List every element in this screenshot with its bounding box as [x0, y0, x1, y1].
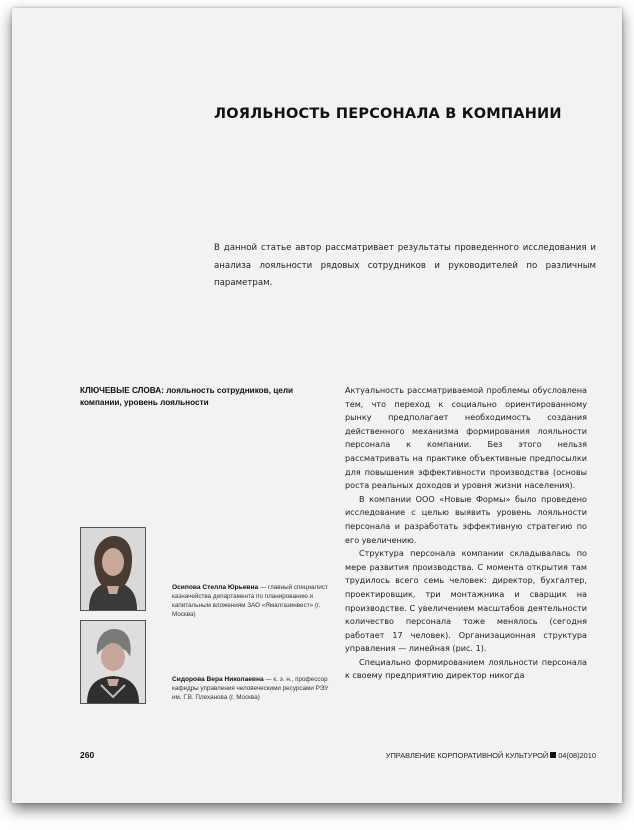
keywords-label: КЛЮЧЕВЫЕ СЛОВА: [80, 386, 164, 395]
body-paragraph: Специально формированием лояльности персонала к своему предприятию директор никогда [345, 656, 587, 681]
author-photo [80, 620, 146, 704]
journal-issue: 04(08)2010 [558, 751, 596, 760]
article-title: ЛОЯЛЬНОСТЬ ПЕРСОНАЛА В КОМПАНИИ [214, 106, 562, 122]
author-name: Осипова Стелла Юрьевна [172, 584, 259, 591]
body-paragraph: В компании ООО «Новые Формы» было проведено исследование с целью выявить уровень лояльности персонала и разработать эффективную стратегию по его увеличению. [345, 493, 587, 545]
square-bullet-icon [550, 752, 556, 758]
portrait-image [81, 528, 145, 610]
author-photo [80, 527, 146, 611]
author-info [172, 583, 332, 619]
keywords-list: лояльность сотрудников, цели компании, уровень лояльности [80, 386, 294, 407]
journal-name: УПРАВЛЕНИЕ КОРПОРАТИВНОЙ КУЛЬТУРОЙ [385, 751, 549, 760]
keywords-block [80, 385, 335, 408]
author-name: Сидорова Вера Николаевна [172, 676, 264, 683]
portrait-image [81, 621, 145, 703]
author-info [172, 675, 332, 702]
magazine-page [12, 8, 622, 803]
journal-footer [386, 751, 596, 760]
page-number: 260 [80, 750, 95, 760]
article-body [345, 384, 587, 683]
article-abstract: В данной статье автор рассматривает результаты проведенного исследования и анализа лояльности рядовых сотрудников и руководителей по различным параметрам. [214, 243, 596, 288]
body-paragraph: Актуальность рассматриваемой проблемы обусловлена тем, что переход к социально ориентированному рынку предполагает необходимость создания действенного механизма формирования лояльности персонала к компании. Без этого нельзя рассматривать на практике объективные предпосылки для повышения эффективности производства (основы роста реальных доходов и уровня жизни населения). [345, 385, 587, 491]
author-description: — к. э. н., профессор кафедры управления человеческими ресурсами РЭУ им. Г.В. Плеханова (г. Москва) [172, 676, 329, 701]
author-description: — главный специалист казначейства департамента по планированию и капитальным вложениям ЗАО «Ямалгазинвест» (г. Москва) [172, 584, 328, 618]
body-paragraph: Структура персонала компании складывалась по мере развития производства. С момента открытия там трудилось всего семь человек: директор, бухгалтер, проектировщик, три монтажника и сварщик на производстве. С увеличением масштабов деятельности количество персонала тоже менялось (сегодня работает 17 человек). Организационная структура управления — линейная (рис. 1). [345, 548, 587, 654]
